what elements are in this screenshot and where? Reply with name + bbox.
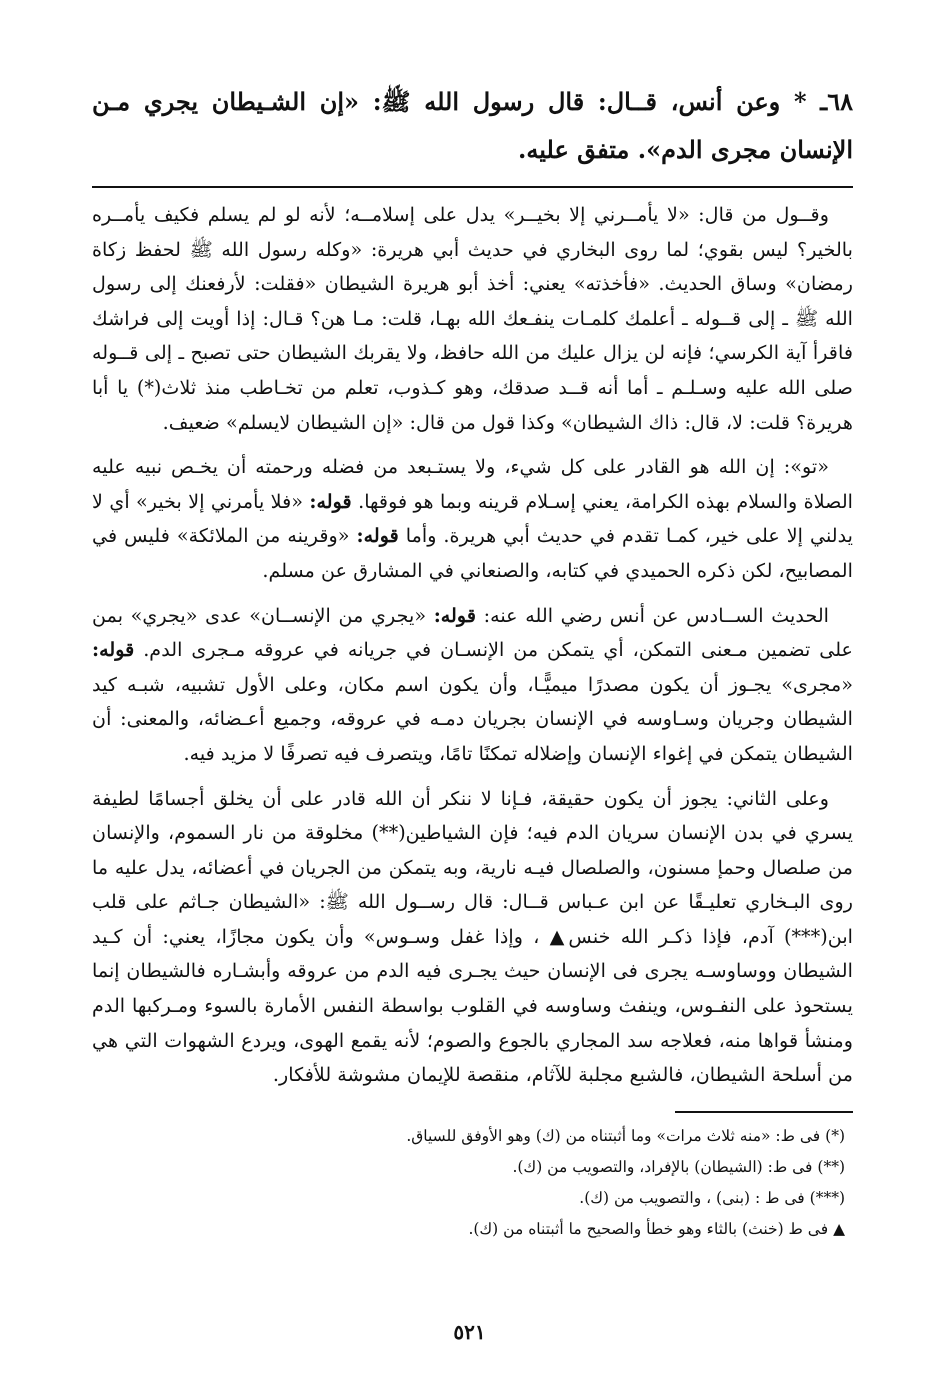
footnote: (**) فى ط: (الشيطان) بالإفراد، والتصويب من (ك). [512,1157,845,1176]
paragraph-text: وعلى الثاني: يجوز أن يكون حقيقة، فـإنا لا ننكر أن الله قادر على أن يخلق أجسامًا لطيفة يسري في بدن الإنسان سريان الدم فيه؛ فإن الشياطين(**) مخلوقة من نار السموم، والإنسان من صلصال وحمإ مسنون، والصلصال فيـه نارية، وبه يتمكن من الجريان في أعضائه، يدل عليه ما روى البـخاري تعليـقًا عن ابن عـباس قــال: قال رســول الله ﷺ: «الشيطان جـاثم على قلب ابن(***) آدم، فإذا ذكـر الله خنس▲ ، وإذا غفل وسـوس» وأن يكون مجازًا، يعني: أن كـيد الشيطان ووساوسـه يجرى فى الإنسان حيث يجـرى فيه الدم من عروقه وأبشـاره فالشيطان إنما يستحوذ على النفـوس، وينفث وساوسه في القلوب بواسطة النفس الأمارة بالسوء ومـركبها الدم ومنشأ قواها منه، فعلاجه سد المجاري بالجوع والصوم؛ لأنه يقمع الهوى، ويردع الشهوات التي هي من أسلحة الشيطان، فالشبع مجلبة للآثام، منقصة للإيمان مشوشة للأفكار. [92,786,853,1087]
hadith-text: ٦٨ـ * وعن أنس، قــال: قال رسول الله ﷺ: «إن الشـيطان يجري مـن الإنسان مجرى الدم». متفق عليه. [92,87,853,164]
section-divider [92,186,853,188]
paragraph-text: «وقرينه من الملائكة» فليس في المصابيح، لكن ذكره الحميدي في كتابه، والصنعاني في المشارق عن مسلم. [92,524,853,582]
footnotes [92,1121,853,1245]
footnote: (*) فى ط: «منه ثلاث مرات» وما أثبتناه من (ك) وهو الأوفق للسياق. [406,1126,845,1145]
paragraph-text: وقــول من قال: «لا يأمــرني إلا بخيــر» يدل على إسلامــه؛ لأنه لو لم يسلم فكيف يأمــره بالخير؟ ليس بقوي؛ لما روى البخاري في حديث أبي هريرة: «وكله رسول الله ﷺ لحفظ زكاة رمضان» وساق الحديث. «فأخذته» يعني: أخذ أبو هريرة الشيطان «فقلت: لأرفعنك إلى رسول الله ﷺ ـ إلى قــوله ـ أعلمك كلمـات ينفـعك الله بهـا، قلت: مـا هن؟ قـال: إذا أويت إلى فراشك فاقرأ آية الكرسي؛ فإنه لن يزال عليك من الله حافظ، ولا يقربك الشيطان حتى تصبح ـ إلى قــوله صلى الله عليه وسـلـم ـ أما أنه قــد صدقك، وهو كـذوب، تعلم من تخـاطب منذ ثلاث(*) يا أبا هريرة؟ قلت: لا، قال: ذاك الشيطان» وكذا قول من قال: «إن الشيطان لايسلم» ضعيف. [92,203,853,434]
footnote: ▲ فى ط (خنث) بالثاء وهو خطأ والصحيح ما أثبتناه من (ك). [468,1219,845,1238]
footnote: (***) فى ط : (بنى) ، والتصويب من (ك). [579,1188,845,1207]
paragraph-text: «تو»: إن الله هو القادر على كل شيء، ولا يستـبعد من فضله ورحمته أن يخـص نبيه عليه الصلاة والسلام بهذه الكرامة، يعني إسـلام قرينه وبما هو فوقها. [92,455,853,513]
bold-keyword: قوله: [433,603,476,627]
commentary-paragraph [92,198,853,440]
paragraph-text: «يجري من الإنســان» عدى «يجري» بمن على تضمين مـعنى التمكن، أي يتمكن من الإنسـان في جريانه في عروقه مـجرى الدم. [92,603,853,662]
commentary-paragraph [92,450,853,588]
footnote-divider [675,1111,853,1113]
paragraph-text: الحديث الســادس عن أنس رضي الله عنه: [476,603,830,627]
bold-keyword: قوله: [309,489,352,513]
commentary-paragraph [92,599,853,772]
page-number: ٥٢١ [453,1320,486,1344]
paragraph-text: «مجرى» يجـوز أن يكون مصدرًا ميميًّـا، وأن يكون اسم مكان، وعلى الأول تشبيه، شبـه كيد الشيطان وجريان وسـاوسه في الإنسان بجريان دمـه في عروقه، وجميع أعـضائه، والمعنى: أن الشيطان يتمكن في إغواء الإنسان وإضلاله تمكنًا تامًا، ويتصرف فيه تصرفًا لا مزيد فيه. [92,672,853,765]
paragraph-text: «فلا يأمرني إلا بخير» أي لا يدلني إلا على خير، كمـا تقدم في حديث أبي هريرة. وأما [92,489,853,548]
bold-keyword: قوله: [92,638,135,662]
commentary [92,198,853,1093]
commentary-paragraph [92,782,853,1093]
bold-keyword: قوله: [356,524,399,548]
